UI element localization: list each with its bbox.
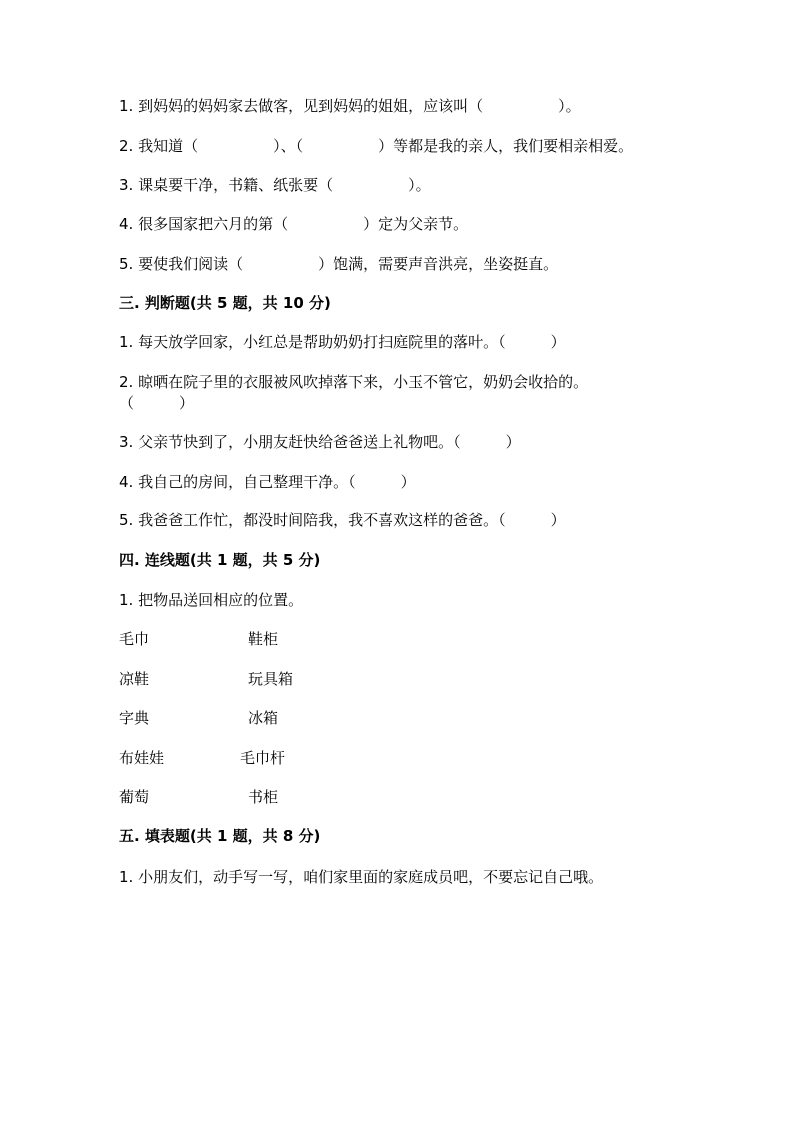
match-right-item-5: 书柜: [248, 788, 279, 806]
section-heading-judge: 三. 判断题(共 5 题，共 10 分): [119, 294, 331, 312]
table-question: 1. 小朋友们，动手写一写，咱们家里面的家庭成员吧，不要忘记自己哦。: [119, 868, 604, 886]
match-left-item-3: 字典: [119, 709, 150, 727]
section-heading-match: 四. 连线题(共 1 题，共 5 分): [119, 551, 321, 569]
match-right-item-2: 玩具箱: [248, 670, 294, 688]
fill-in-item-1: 1. 到妈妈的妈妈家去做客，见到妈妈的姐姐，应该叫（ ）。: [119, 97, 581, 115]
judge-item-2: 2. 晾晒在院子里的衣服被风吹掉落下来，小玉不管它，奶奶会收拾的。: [119, 373, 589, 391]
judge-item-3: 3. 父亲节快到了，小朋友赶快给爸爸送上礼物吧。（ ）: [119, 433, 521, 451]
judge-item-4: 4. 我自己的房间，自己整理干净。（ ）: [119, 473, 416, 491]
section-heading-table: 五. 填表题(共 1 题，共 8 分): [119, 827, 321, 845]
judge-item-2-blank: （ ）: [119, 394, 195, 412]
match-left-item-4: 布娃娃: [119, 749, 165, 767]
judge-item-1: 1. 每天放学回家，小红总是帮助奶奶打扫庭院里的落叶。（ ）: [119, 333, 566, 351]
match-right-item-3: 冰箱: [248, 709, 279, 727]
fill-in-item-3: 3. 课桌要干净，书籍、纸张要（ ）。: [119, 176, 431, 194]
judge-item-5: 5. 我爸爸工作忙，都没时间陪我，我不喜欢这样的爸爸。（ ）: [119, 511, 566, 529]
match-left-item-1: 毛巾: [119, 630, 150, 648]
match-question: 1. 把物品送回相应的位置。: [119, 591, 304, 609]
match-left-item-2: 凉鞋: [119, 670, 150, 688]
match-right-item-1: 鞋柜: [248, 630, 279, 648]
fill-in-item-4: 4. 很多国家把六月的第（ ）定为父亲节。: [119, 215, 469, 233]
fill-in-item-5: 5. 要使我们阅读（ ）饱满，需要声音洪亮，坐姿挺直。: [119, 255, 559, 273]
match-right-item-4: 毛巾杆: [240, 749, 286, 767]
match-left-item-5: 葡萄: [119, 788, 150, 806]
fill-in-item-2: 2. 我知道（ ）、（ ）等都是我的亲人，我们要相亲相爱。: [119, 137, 634, 155]
